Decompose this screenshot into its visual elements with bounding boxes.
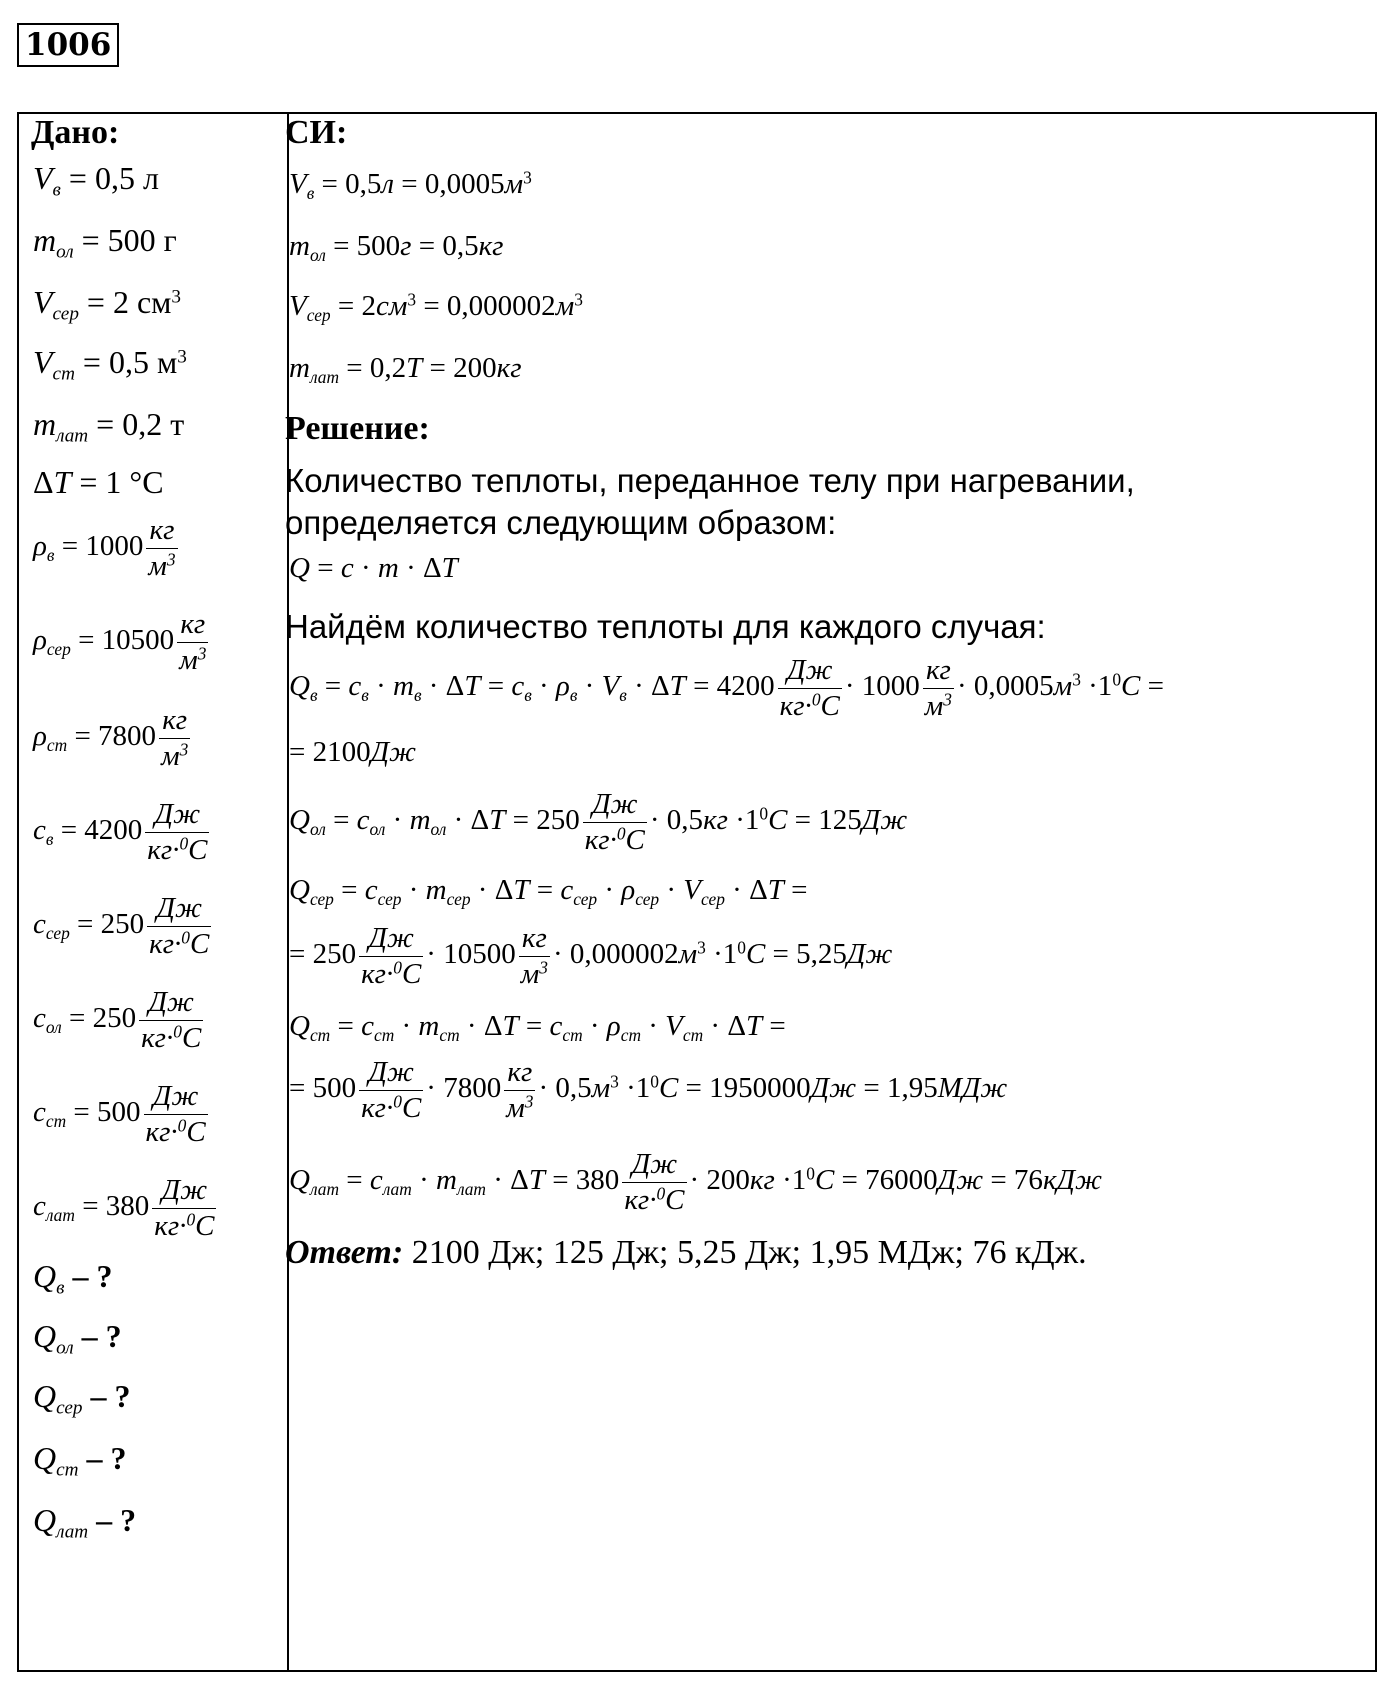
given-item: $c_{лат} = 380$ Дж кг·$^0$C (33, 1174, 215, 1242)
given-item: $c_{сер} = 250$ Дж кг·$^0$C (33, 892, 210, 960)
unknown-item: $Q_{ст}$ – ? (33, 1440, 127, 1481)
si-item: $V_в = 0,5л = 0,0005м^3$ (289, 167, 532, 204)
solution-table (17, 112, 1377, 1672)
given-heading: Дано: (31, 114, 120, 151)
unknown-item: $Q_{сер}$ – ? (33, 1378, 131, 1419)
equation-steel-result: = 500 Дж кг·$^0$C · 7800 кг $м^3$ · $0,5м^3 \cdot 1^0C = 1950000Дж = 1,95МДж$ (289, 1056, 1008, 1124)
si-item: $m_{ол} = 500г = 0,5кг$ (289, 230, 504, 266)
intro-line-1: Количество теплоты, переданное телу при нагревании, (285, 462, 1135, 499)
unknown-item: $Q_{лат}$ – ? (33, 1502, 137, 1543)
given-item: ΔT = 1 °C (33, 464, 164, 500)
given-item: $\rho_{сер} = 10500$ кг $м^3$ (33, 608, 207, 676)
task-number: 1006 (17, 23, 119, 67)
solution-heading: Решение: (285, 410, 430, 447)
given-item: $V_{сер} = 2$ $см^3$ (33, 284, 182, 325)
unknown-item: $Q_{ол}$ – ? (33, 1318, 122, 1359)
given-item: $c_в = 4200$ Дж кг·$^0$C (33, 798, 208, 866)
equation-brass: $Q_{лат} = c_{лат} \cdot m_{лат} \cdot \Delta T = 380$ Дж кг·$^0$C · $200кг \cdot 1^0C = 76000Дж = 76кДж$ (289, 1148, 1102, 1216)
equation-silver: $Q_{сер} = c_{сер} \cdot m_{сер} \cdot \Delta T = c_{сер} \cdot \rho_{сер} \cdot V_{сер} \cdot \Delta T$ = (289, 874, 808, 910)
si-item: $m_{лат} = 0,2Т = 200кг$ (289, 352, 522, 388)
equation-water-result: = 2100Дж (289, 736, 417, 768)
equation-tin: $Q_{ол} = c_{ол} \cdot m_{ол} \cdot \Delta T = 250$ Дж кг·$^0$C · $0,5кг \cdot 1^0C = 125Дж$ (289, 788, 908, 856)
si-item: $V_{сер} = 2см^3 = 0,000002м^3$ (289, 289, 583, 326)
equation-water: $Q_в = c_в \cdot m_в \cdot \Delta T = c_в \cdot \rho_в \cdot V_в \cdot \Delta T = 4200$ Дж кг·$^0$C · 1000 кг $м^3$ · $0,0005м^3 \cdot 1^0C$ = (289, 654, 1164, 722)
given-item: $V_{ст} = 0,5$ $м^3$ (33, 344, 187, 385)
si-heading: СИ: (285, 114, 348, 151)
intro-line-2: определяется следующим образом: (285, 504, 837, 541)
main-formula: Q = c · m · ΔT (289, 552, 458, 584)
given-item: $\rho_{ст} = 7800$ кг $м^3$ (33, 704, 189, 772)
given-item: $\rho_в = 1000$ кг $м^3$ (33, 514, 176, 582)
unknown-item: $Q_в$ – ? (33, 1258, 113, 1299)
given-item: $c_{ст} = 500$ Дж кг·$^0$C (33, 1080, 206, 1148)
given-item: $V_в = 0,5$ л (33, 160, 159, 201)
given-item: $m_{лат} = 0,2$ т (33, 406, 185, 447)
equation-silver-result: = 250 Дж кг·$^0$C · 10500 кг $м^3$ · $0,000002м^3 \cdot 1^0C = 5,25Дж$ (289, 922, 893, 990)
find-text: Найдём количество теплоты для каждого случая: (285, 608, 1046, 645)
given-item: $m_{ол} = 500$ г (33, 222, 177, 263)
given-item: $c_{ол} = 250$ Дж кг·$^0$C (33, 986, 202, 1054)
equation-steel: $Q_{ст} = c_{ст} \cdot m_{ст} \cdot \Delta T = c_{ст} \cdot \rho_{ст} \cdot V_{ст} \cdot \Delta T$ = (289, 1010, 786, 1046)
answer-label: Ответ: (285, 1234, 404, 1271)
answer (285, 1234, 1087, 1272)
answer-text: 2100 Дж; 125 Дж; 5,25 Дж; 1,95 МДж; 76 кДж. (411, 1234, 1087, 1271)
